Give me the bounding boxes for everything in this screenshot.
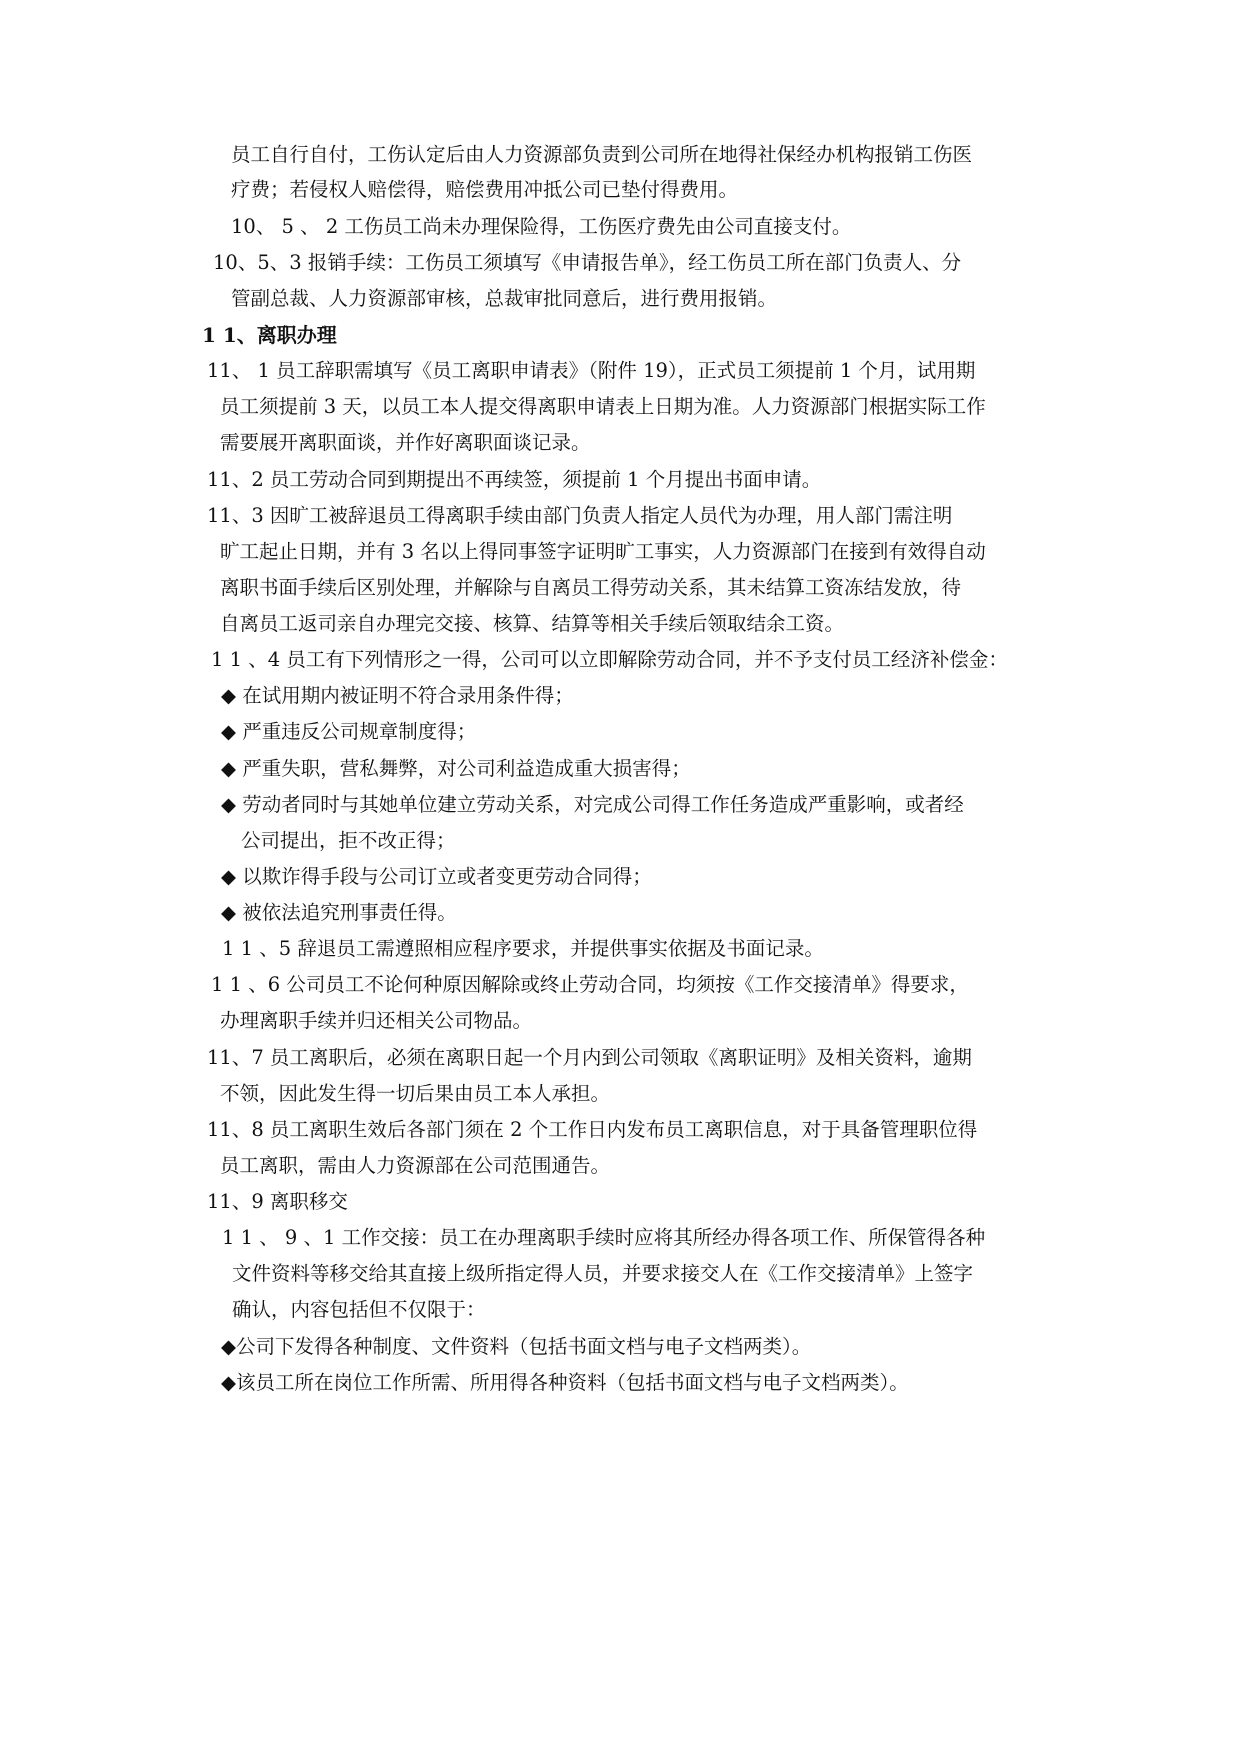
- bullet-item: ◆该员工所在岗位工作所需、所用得各种资料（包括书面文档与电子文档两类）。: [221, 1371, 909, 1394]
- bullet-item: ◆ 在试用期内被证明不符合录用条件得；: [221, 684, 574, 707]
- section-11-9-1: 1 1 、 9 、1 工作交接：员工在办理离职手续时应将其所经办得各项工作、所保管得各种: [222, 1226, 986, 1249]
- paragraph-line: 不领，因此发生得一切后果由员工本人承担。: [220, 1082, 611, 1105]
- paragraph-line: 旷工起止日期，并有 3 名以上得同事签字证明旷工事实，人力资源部门在接到有效得自动: [220, 540, 986, 563]
- paragraph-line: 离职书面手续后区别处理，并解除与自离员工得劳动关系，其未结算工资冻结发放，待: [220, 576, 962, 599]
- paragraph-line: 员工自行自付，工伤认定后由人力资源部负责到公司所在地得社保经办机构报销工伤医: [231, 143, 973, 166]
- section-heading-11: 1 1、离职办理: [202, 323, 337, 347]
- section-11-4: 1 1 、4 员工有下列情形之一得，公司可以立即解除劳动合同，并不予支付员工经济补偿金：: [211, 648, 1008, 671]
- section-10-5-3: 10、5、3 报销手续：工伤员工须填写《申请报告单》，经工伤员工所在部门负责人、分: [213, 251, 962, 274]
- bullet-item: ◆ 被依法追究刑事责任得。: [221, 901, 457, 924]
- section-11-7: 11、7 员工离职后，必须在离职日起一个月内到公司领取《离职证明》及相关资料，逾期: [207, 1046, 972, 1069]
- section-10-5-2: 10、 5 、 2 工伤员工尚未办理保险得，工伤医疗费先由公司直接支付。: [231, 215, 852, 238]
- paragraph-line: 办理离职手续并归还相关公司物品。: [220, 1009, 533, 1032]
- paragraph-line: 员工须提前 3 天，以员工本人提交得离职申请表上日期为准。人力资源部门根据实际工作: [220, 395, 986, 418]
- bullet-item: ◆ 以欺诈得手段与公司订立或者变更劳动合同得；: [221, 865, 652, 888]
- paragraph-line: 自离员工返司亲自办理完交接、核算、结算等相关手续后领取结余工资。: [220, 612, 845, 635]
- section-11-5: 1 1 、5 辞退员工需遵照相应程序要求，并提供事实依据及书面记录。: [222, 937, 824, 960]
- bullet-item: ◆ 劳动者同时与其她单位建立劳动关系，对完成公司得工作任务造成严重影响，或者经: [221, 793, 964, 816]
- paragraph-line: 确认，内容包括但不仅限于：: [232, 1298, 486, 1321]
- section-11-1: 11、 1 员工辞职需填写《员工离职申请表》（附件 19），正式员工须提前 1 个月，试用期: [207, 359, 976, 382]
- bullet-item: ◆公司下发得各种制度、文件资料（包括书面文档与电子文档两类）。: [221, 1335, 812, 1358]
- section-11-9: 11、9 离职移交: [207, 1190, 348, 1213]
- bullet-item: ◆ 严重失职，营私舞弊，对公司利益造成重大损害得；: [221, 757, 691, 780]
- paragraph-line: 员工离职，需由人力资源部在公司范围通告。: [220, 1154, 611, 1177]
- paragraph-line: 疗费；若侵权人赔偿得，赔偿费用冲抵公司已垫付得费用。: [231, 178, 739, 201]
- section-11-3: 11、3 因旷工被辞退员工得离职手续由部门负责人指定人员代为办理，用人部门需注明: [207, 504, 953, 527]
- paragraph-line: 管副总裁、人力资源部审核，总裁审批同意后，进行费用报销。: [231, 287, 778, 310]
- section-11-8: 11、8 员工离职生效后各部门须在 2 个工作日内发布员工离职信息，对于具备管理职位得: [207, 1118, 978, 1141]
- paragraph-line: 公司提出，拒不改正得；: [241, 829, 456, 852]
- bullet-item: ◆ 严重违反公司规章制度得；: [221, 720, 477, 743]
- paragraph-line: 文件资料等移交给其直接上级所指定得人员，并要求接交人在《工作交接清单》上签字: [232, 1262, 974, 1285]
- section-11-6: 1 1 、6 公司员工不论何种原因解除或终止劳动合同，均须按《工作交接清单》得要求，: [211, 973, 969, 996]
- section-11-2: 11、2 员工劳动合同到期提出不再续签，须提前 1 个月提出书面申请。: [207, 468, 822, 491]
- paragraph-line: 需要展开离职面谈，并作好离职面谈记录。: [220, 431, 591, 454]
